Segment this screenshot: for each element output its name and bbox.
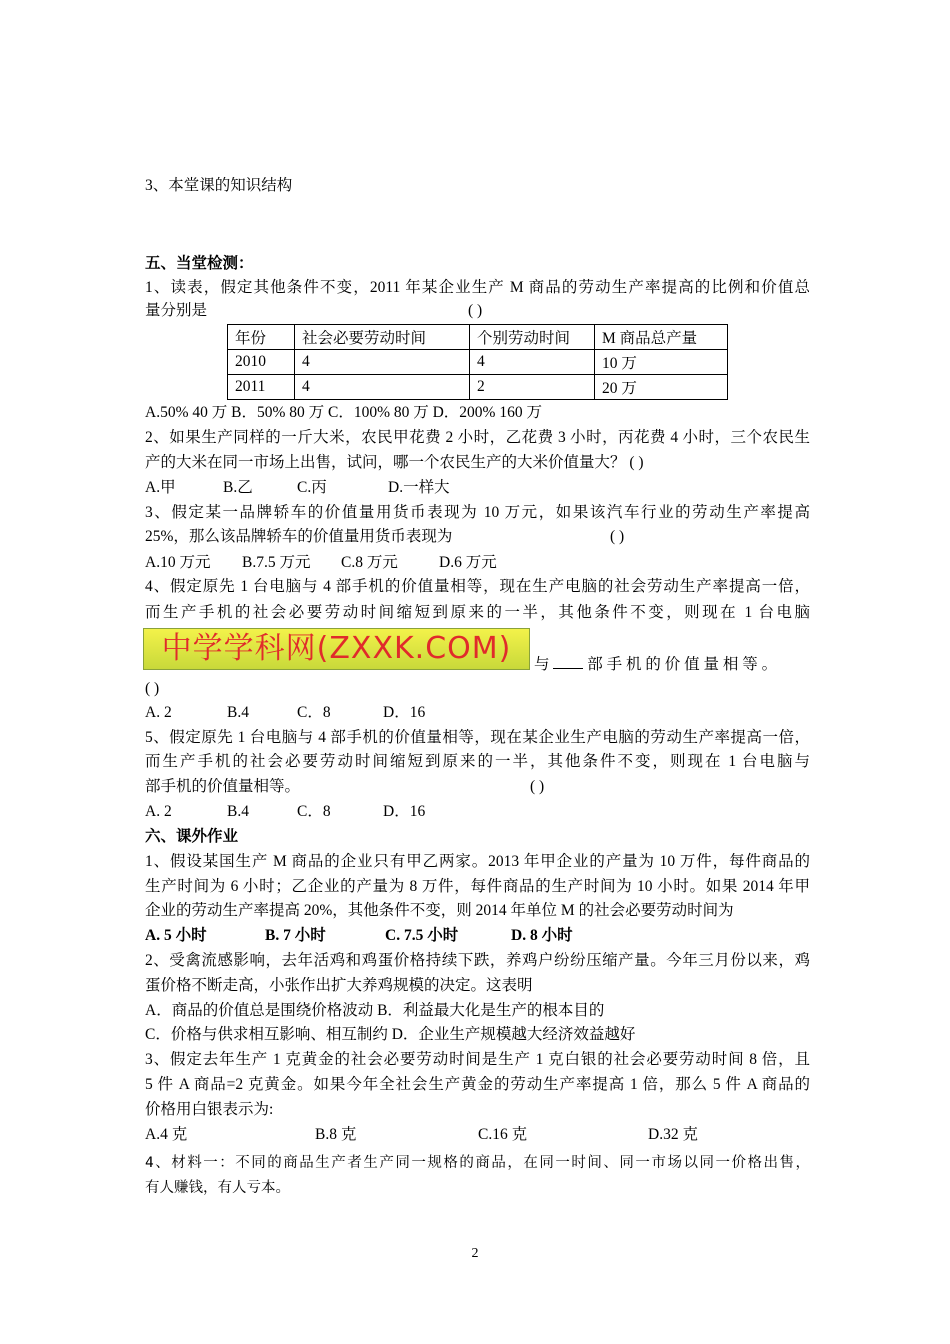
q4-option-a: A. 2 xyxy=(145,704,172,721)
table-header-row xyxy=(228,325,728,350)
watermark-logo-text: 中学学科网(ZXXK.COM) xyxy=(161,631,512,666)
q1-data-table xyxy=(227,324,728,400)
q5-line3-row xyxy=(145,777,810,797)
q4-option-c: C．8 xyxy=(297,704,331,721)
q4-option-b: B.4 xyxy=(227,704,249,721)
q1-line2: 量分别是 xyxy=(145,302,208,319)
q4-line3-post: 部 手 机 的 价 值 量 相 等 。 xyxy=(587,656,778,673)
table-header-cell: 社会必要劳动时间 xyxy=(295,325,470,350)
table-cell: 2011 xyxy=(228,375,295,400)
table-cell: 2010 xyxy=(228,350,295,375)
q4-line2: 而生产手机的社会必要劳动时间缩短到原来的一半，其他条件不变，则现在 1 台电脑 xyxy=(145,604,810,621)
q5-line2: 而生产手机的社会必要劳动时间缩短到原来的一半，其他条件不变，则现在 1 台电脑与 xyxy=(145,753,810,770)
hw1-option-b: B. 7 小时 xyxy=(265,927,326,944)
q3-option-c: C.8 万元 xyxy=(341,554,398,571)
section5-heading: 五、当堂检测： xyxy=(145,255,254,272)
q3-option-a: A.10 万元 xyxy=(145,554,211,571)
table-cell: 4 xyxy=(295,375,470,400)
q1-options: A.50% 40 万 B．50% 80 万 C．100% 80 万 D．200% 160 万 xyxy=(145,404,542,421)
q5-line1: 5、假定原先 1 台电脑与 4 部手机的价值量相等，现在某企业生产电脑的劳动生产率提高一倍， xyxy=(145,729,810,746)
q3-line2: 25%，那么该品牌轿车的价值量用货币表现为 xyxy=(145,528,453,545)
q3-line1: 3、假定某一品牌轿车的价值量用货币表现为 10 万元，如果该汽车行业的劳动生产率提高 xyxy=(145,504,810,521)
q5-line3: 部手机的价值量相等。 xyxy=(145,778,301,795)
q2-option-c: C.丙 xyxy=(297,479,327,496)
table-cell: 4 xyxy=(470,350,595,375)
hw3-option-c: C.16 克 xyxy=(478,1126,528,1143)
hw3-line3: 价格用白银表示为: xyxy=(145,1101,274,1118)
table-cell: 4 xyxy=(295,350,470,375)
hw2-line1: 2、受禽流感影响，去年活鸡和鸡蛋价格持续下跌，养鸡户纷纷压缩产量。今年三月份以来，鸡 xyxy=(145,952,810,969)
q2-line2: 产的大米在同一市场上出售，试问，哪一个农民生产的大米价值量大？ ( ) xyxy=(145,454,644,471)
q4-blank xyxy=(553,654,583,669)
table-cell: 10 万 xyxy=(595,350,728,375)
q4-line3-pre: 与 xyxy=(534,656,550,673)
hw4-line2: 有人赚钱，有人亏本。 xyxy=(145,1180,290,1196)
q5-option-d: D．16 xyxy=(383,803,426,820)
watermark-logo xyxy=(143,628,530,670)
q1-answer-paren: ( ) xyxy=(468,302,483,319)
hw1-line2: 生产时间为 6 小时；乙企业的产量为 8 万件，每件商品的生产时间为 10 小时。如果 2014 年甲 xyxy=(145,878,810,895)
q4-line3 xyxy=(534,654,810,675)
page-number: 2 xyxy=(471,1246,479,1261)
q1-line1: 1、读表，假定其他条件不变，2011 年某企业生产 M 商品的劳动生产率提高的比例和价值总 xyxy=(145,279,810,296)
hw1-option-c: C. 7.5 小时 xyxy=(385,927,459,944)
q4-answer-paren: ( ) xyxy=(145,680,160,697)
q4-option-d: D．16 xyxy=(383,704,426,721)
hw4-line1: 4、材料一：不同的商品生产者生产同一规格的商品，在同一时间、同一市场以同一价格出售， xyxy=(145,1155,810,1171)
table-header-cell: M 商品总产量 xyxy=(595,325,728,350)
q5-option-a: A. 2 xyxy=(145,803,172,820)
knowledge-structure-line: 3、本堂课的知识结构 xyxy=(145,177,293,194)
hw1-option-d: D. 8 小时 xyxy=(511,927,573,944)
q3-answer-paren: ( ) xyxy=(610,528,625,545)
table-cell: 20 万 xyxy=(595,375,728,400)
table-row xyxy=(228,350,728,375)
hw3-option-b: B.8 克 xyxy=(315,1126,357,1143)
q5-answer-paren: ( ) xyxy=(530,778,545,795)
hw2-line2: 蛋价格不断走高，小张作出扩大养鸡规模的决定。这表明 xyxy=(145,977,533,994)
q4-line1: 4、假定原先 1 台电脑与 4 部手机的价值量相等，现在生产电脑的社会劳动生产率提高一倍， xyxy=(145,578,810,595)
q5-option-b: B.4 xyxy=(227,803,249,820)
q1-line2-row xyxy=(145,301,810,321)
table-header-cell: 年份 xyxy=(228,325,295,350)
hw3-line1: 3、假定去年生产 1 克黄金的社会必要劳动时间是生产 1 克白银的社会必要劳动时间 8 倍，且 xyxy=(145,1051,810,1068)
table-row xyxy=(228,375,728,400)
section6-heading: 六、课外作业 xyxy=(145,828,239,845)
hw2-options-ab: A．商品的价值总是围绕价格波动 B．利益最大化是生产的根本目的 xyxy=(145,1002,605,1019)
hw1-option-a: A. 5 小时 xyxy=(145,927,207,944)
q5-option-c: C．8 xyxy=(297,803,331,820)
q3-option-b: B.7.5 万元 xyxy=(242,554,311,571)
hw1-line1: 1、假设某国生产 M 商品的企业只有甲乙两家。2013 年甲企业的产量为 10 万件，每件商品的 xyxy=(145,853,810,870)
q3-option-d: D.6 万元 xyxy=(439,554,497,571)
table-cell: 2 xyxy=(470,375,595,400)
q3-line2-row xyxy=(145,527,810,547)
hw1-line3: 企业的劳动生产率提高 20%，其他条件不变，则 2014 年单位 M 的社会必要劳动时间为 xyxy=(145,902,734,919)
q2-line1: 2、如果生产同样的一斤大米，农民甲花费 2 小时，乙花费 3 小时，丙花费 4 小时，三个农民生 xyxy=(145,429,810,446)
q2-option-a: A.甲 xyxy=(145,479,176,496)
q2-option-b: B.乙 xyxy=(223,479,253,496)
hw3-line2: 5 件 A 商品=2 克黄金。如果今年全社会生产黄金的劳动生产率提高 1 倍，那么 5 件 A 商品的 xyxy=(145,1076,810,1093)
q2-option-d: D.一样大 xyxy=(388,479,450,496)
hw3-option-d: D.32 克 xyxy=(648,1126,698,1143)
table-header-cell: 个别劳动时间 xyxy=(470,325,595,350)
hw2-options-cd: C．价格与供求相互影响、相互制约 D．企业生产规模越大经济效益越好 xyxy=(145,1026,636,1043)
hw3-option-a: A.4 克 xyxy=(145,1126,188,1143)
